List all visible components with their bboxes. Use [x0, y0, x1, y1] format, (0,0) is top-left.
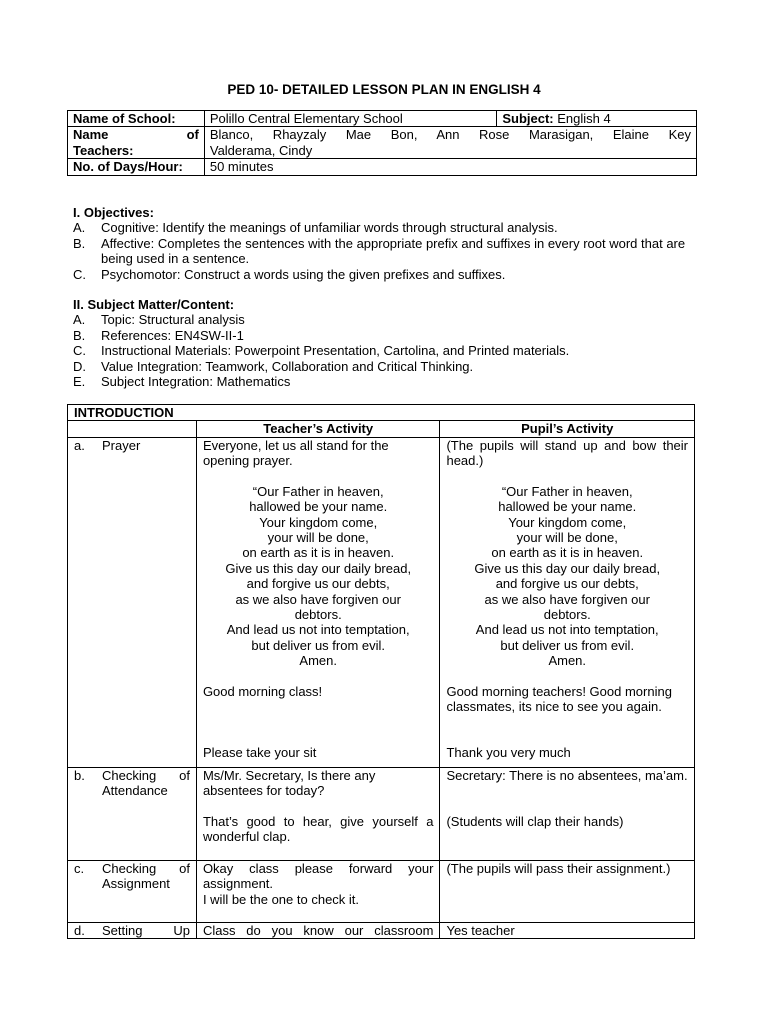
objective-item — [73, 236, 698, 267]
subject-matter-item — [73, 359, 698, 374]
attendance-label-line1: Checking of — [102, 768, 190, 784]
info-row-teachers — [68, 127, 697, 159]
objective-marker: C. — [73, 266, 86, 282]
row-marker: d. — [74, 922, 85, 938]
verse-line: “Our Father in heaven, — [501, 483, 633, 499]
verse-line: Your kingdom come, — [508, 514, 627, 530]
subject-label: Subject: — [502, 111, 554, 126]
subject-matter-section — [73, 297, 698, 389]
teachers-line1: Blanco, Rhayzaly Mae Bon, Ann Rose Marasigan, Elaine Key — [209, 127, 691, 143]
setting-teacher-cell — [196, 922, 440, 938]
attendance-row — [68, 768, 695, 861]
verse-line: but deliver us from evil. — [500, 637, 635, 653]
objective-marker: A. — [73, 220, 86, 236]
objective-text: Cognitive: Identify the meanings of unfamiliar words through structural analysis. — [101, 220, 558, 236]
pupil-activity-header: Pupil’s Activity — [440, 421, 695, 437]
subject-matter-heading: II. Subject Matter/Content: — [73, 297, 235, 312]
teachers-line2: Valderama, Cindy — [209, 142, 313, 158]
prayer-pupil-cell — [440, 437, 695, 767]
subject-matter-text: Instructional Materials: Powerpoint Presentation, Cartolina, and Printed materials. — [101, 343, 570, 359]
verse-line: but deliver us from evil. — [251, 637, 386, 653]
objectives-heading: I. Objectives: — [73, 205, 154, 220]
teacher-prayer-verse — [203, 484, 434, 669]
teachers-label-line1: Name of — [73, 127, 199, 143]
introduction-heading: INTRODUCTION — [68, 405, 695, 421]
prayer-row — [68, 437, 695, 767]
subject-matter-text: Subject Integration: Mathematics — [101, 374, 291, 390]
subject-value: English 4 — [553, 111, 611, 126]
attendance-teacher-cell — [196, 768, 440, 861]
objective-item — [73, 220, 698, 235]
row-marker: b. — [74, 768, 85, 784]
empty-header-cell — [68, 421, 197, 437]
assignment-teacher-check: I will be the one to check it. — [202, 891, 360, 907]
school-value: Polillo Central Elementary School — [204, 111, 496, 127]
assignment-teacher-instruction: Okay class please forward your assignment. — [202, 861, 434, 892]
subject-matter-item — [73, 328, 698, 343]
teachers-label-cell — [68, 127, 205, 159]
subject-matter-item — [73, 374, 698, 389]
pupil-greeting: Good morning teachers! Good morning classmates, its nice to see you again. — [446, 684, 672, 715]
subject-matter-item — [73, 312, 698, 327]
verse-line: debtors. — [543, 607, 591, 623]
attendance-pupil-cell — [440, 768, 695, 861]
introduction-table — [67, 404, 695, 939]
subject-matter-marker: E. — [73, 374, 86, 390]
row-marker: a. — [74, 437, 85, 453]
objective-marker: B. — [73, 235, 86, 251]
assignment-label-line1: Checking of — [102, 861, 190, 877]
verse-line: your will be done, — [267, 530, 369, 546]
info-table — [67, 110, 697, 176]
subject-matter-text: Value Integration: Teamwork, Collaboration and Critical Thinking. — [101, 358, 474, 374]
assignment-label-cell — [68, 861, 197, 923]
verse-line: And lead us not into temptation, — [226, 622, 410, 638]
assignment-label-line2: Assignment — [102, 876, 170, 892]
prayer-teacher-cell — [196, 437, 440, 767]
verse-line: Amen. — [548, 653, 587, 669]
verse-line: Your kingdom come, — [259, 514, 378, 530]
setting-pupil-answer: Yes teacher — [446, 922, 515, 938]
prayer-teacher-intro: Everyone, let us all stand for the opening prayer. — [202, 437, 389, 469]
verse-line: and forgive us our debts, — [495, 576, 639, 592]
teachers-value-cell — [204, 127, 696, 159]
assignment-teacher-cell — [196, 861, 440, 923]
setting-up-row — [68, 922, 695, 938]
assignment-pupil-response: (The pupils will pass their assignment.) — [446, 861, 671, 877]
info-row-days — [68, 159, 697, 175]
attendance-teacher-question: Ms/Mr. Secretary, Is there any absentees for today? — [202, 768, 376, 799]
teacher-activity-header: Teacher’s Activity — [196, 421, 440, 437]
pupil-prayer-verse — [446, 484, 688, 669]
verse-line: and forgive us our debts, — [246, 576, 390, 592]
verse-line: as we also have forgiven our — [235, 591, 401, 607]
setting-label-cell — [68, 922, 197, 938]
pupil-thanks: Thank you very much — [446, 745, 571, 761]
teacher-sit-instruction: Please take your sit — [202, 745, 317, 761]
days-label: No. of Days/Hour: — [68, 159, 205, 175]
document-title: PED 10- DETAILED LESSON PLAN IN ENGLISH 4 — [227, 82, 541, 97]
objective-text: Psychomotor: Construct a words using the given prefixes and suffixes. — [101, 266, 506, 282]
verse-line: “Our Father in heaven, — [252, 483, 384, 499]
verse-line: debtors. — [294, 607, 342, 623]
intro-heading-row — [68, 405, 695, 421]
days-value: 50 minutes — [204, 159, 696, 175]
verse-line: hallowed be your name. — [498, 499, 637, 515]
setting-pupil-cell — [440, 922, 695, 938]
objective-item — [73, 267, 698, 282]
attendance-pupil-clap: (Students will clap their hands) — [446, 814, 624, 830]
prayer-label: Prayer — [102, 437, 141, 453]
subject-matter-item — [73, 343, 698, 358]
setting-teacher-question: Class do you know our classroom — [202, 922, 434, 938]
objective-text: Affective: Completes the sentences with the appropriate prefix and suffixes in every root word that are being used in a sentence. — [101, 235, 686, 267]
verse-line: Give us this day our daily bread, — [225, 560, 412, 576]
subject-matter-text: References: EN4SW-II-1 — [101, 327, 244, 343]
attendance-pupil-answer: Secretary: There is no absentees, ma’am. — [446, 768, 688, 784]
verse-line: as we also have forgiven our — [484, 591, 650, 607]
setting-label: Setting Up — [102, 922, 190, 938]
subject-matter-marker: D. — [73, 358, 86, 374]
subject-matter-marker: B. — [73, 327, 86, 343]
verse-line: on earth as it is in heaven. — [242, 545, 395, 561]
assignment-row — [68, 861, 695, 923]
attendance-label-cell — [68, 768, 197, 861]
verse-line: And lead us not into temptation, — [475, 622, 659, 638]
teacher-greeting: Good morning class! — [202, 684, 323, 700]
school-label: Name of School: — [68, 111, 205, 127]
objectives-section — [73, 205, 698, 282]
verse-line: Amen. — [299, 653, 337, 669]
subject-matter-marker: A. — [73, 312, 86, 328]
row-marker: c. — [74, 861, 85, 877]
subject-matter-text: Topic: Structural analysis — [101, 312, 245, 328]
subject-cell — [497, 111, 697, 127]
attendance-teacher-clap: That’s good to hear, give yourself a wonderful clap. — [202, 814, 434, 845]
verse-line: Give us this day our daily bread, — [474, 560, 661, 576]
prayer-pupil-intro: (The pupils will stand up and bow their head.) — [446, 437, 688, 469]
prayer-label-cell — [68, 437, 197, 767]
info-row-school — [68, 111, 697, 127]
verse-line: your will be done, — [516, 530, 618, 546]
intro-column-header-row — [68, 421, 695, 437]
subject-matter-marker: C. — [73, 343, 86, 359]
verse-line: on earth as it is in heaven. — [491, 545, 644, 561]
assignment-pupil-cell — [440, 861, 695, 923]
attendance-label-line2: Attendance — [102, 783, 168, 799]
verse-line: hallowed be your name. — [249, 499, 388, 515]
teachers-label-line2: Teachers: — [73, 142, 134, 158]
